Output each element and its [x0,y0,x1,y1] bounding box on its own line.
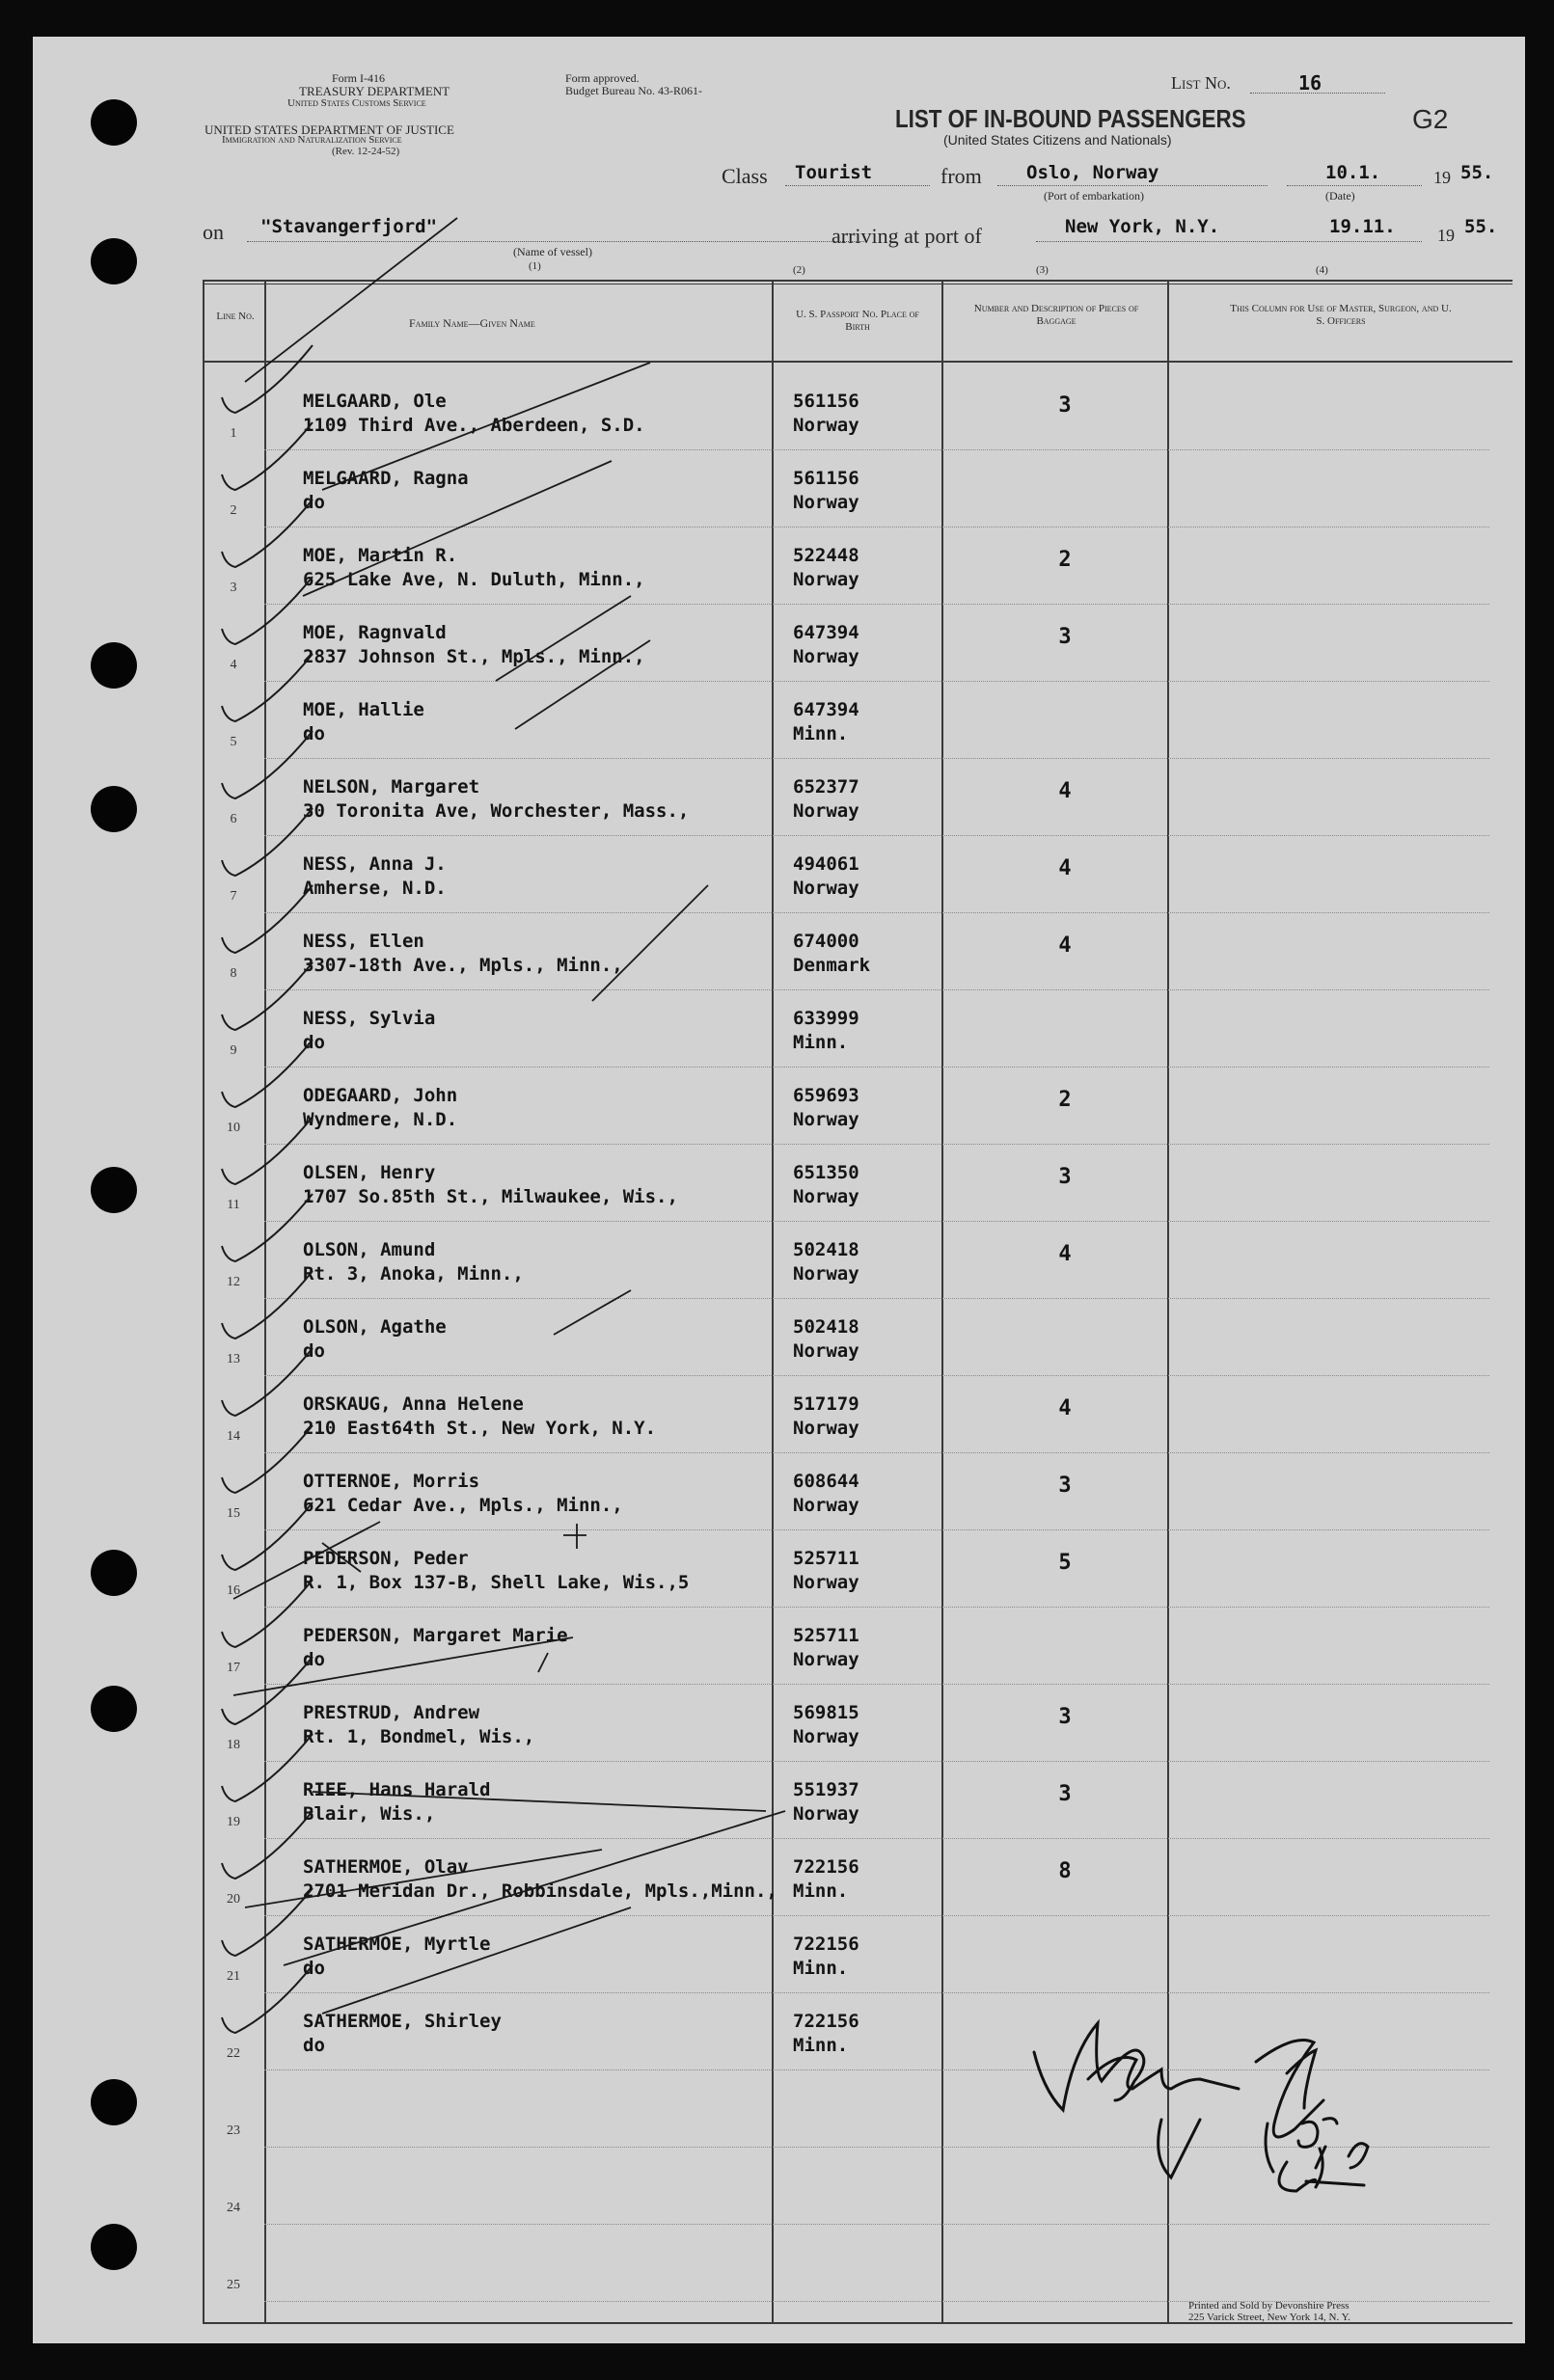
line-number: 8 [230,966,237,981]
year-to: 55. [1464,216,1498,237]
col-header-name: Family Name—Given Name [409,316,535,330]
row-rule [264,681,1489,682]
port-caption: (Port of embarkation) [1044,189,1144,203]
page-subtitle: (United States Citizens and Nationals) [943,132,1172,148]
passenger-name: ORSKAUG, Anna Helene [303,1393,524,1415]
passenger-name: SATHERMOE, Myrtle [303,1934,491,1955]
baggage-count: 8 [1058,1859,1072,1883]
passport-number: 517179 [793,1393,859,1415]
passport-number: 674000 [793,931,859,952]
passenger-address: 210 East64th St., New York, N.Y. [303,1418,657,1439]
port-embarkation: Oslo, Norway [1026,162,1159,183]
row-rule [264,1761,1489,1762]
baggage-count: 3 [1058,393,1072,418]
line-number: 15 [227,1506,240,1521]
passport-number: 659693 [793,1085,859,1106]
baggage-count: 3 [1058,1165,1072,1189]
list-no-label: List No. [1171,73,1231,93]
line-number: 18 [227,1738,240,1752]
signature-icon [1034,2023,1368,2191]
passenger-address: do [303,492,325,513]
baggage-count: 3 [1058,1474,1072,1498]
col-marker-3: (3) [1036,264,1049,276]
passenger-address: 2701 Meridan Dr., Robbinsdale, Mpls.,Minn., [303,1880,777,1902]
vessel-caption: (Name of vessel) [513,245,592,258]
passport-number: 722156 [793,2011,859,2032]
year-prefix-from: 19 [1433,168,1451,187]
passport-number: 561156 [793,391,859,412]
row-rule [264,1607,1489,1608]
hole-icon [91,2079,137,2125]
page-mark: G2 [1412,104,1449,134]
col-header-baggage: Number and Description of Pieces of Baggage [973,303,1139,327]
form-number: Form I-416 [332,71,385,85]
arrival-dots [1036,241,1422,242]
passenger-name: OLSON, Agathe [303,1316,447,1338]
arrival-port: New York, N.Y. [1065,216,1220,237]
place-of-birth: Norway [793,1803,859,1825]
passenger-name: OLSON, Amund [303,1239,436,1260]
line-number: 14 [227,1429,240,1444]
col-marker-2: (2) [793,264,805,276]
hole-icon [91,642,137,689]
col-header-officers: This Column for Use of Master, Surgeon, and U. S. Officers [1230,303,1452,327]
hole-icon [91,1550,137,1596]
line-number: 12 [227,1275,240,1289]
passenger-address: Amherse, N.D. [303,878,447,899]
row-rule [264,1992,1489,1993]
date-from: 10.1. [1325,162,1381,183]
row-rule [264,989,1489,990]
passenger-address: Wyndmere, N.D. [303,1109,458,1130]
ins-service: Immigration and Naturalization Service [222,134,402,146]
line-number: 9 [230,1043,237,1058]
line-number: 1 [230,426,237,441]
place-of-birth: Norway [793,1418,859,1439]
passenger-address: 2837 Johnson St., Mpls., Minn., [303,646,645,667]
hole-icon [91,99,137,146]
baggage-count: 5 [1058,1551,1072,1575]
passenger-address: 30 Toronita Ave, Worchester, Mass., [303,800,690,822]
col-header-line: Line No. [216,311,255,322]
row-rule [264,1452,1489,1453]
passport-number: 722156 [793,1856,859,1878]
passenger-name: MELGAARD, Ole [303,391,447,412]
baggage-count: 2 [1058,1088,1072,1112]
passenger-address: 1707 So.85th St., Milwaukee, Wis., [303,1186,678,1207]
place-of-birth: Norway [793,1649,859,1670]
hole-icon [91,238,137,284]
row-rule [264,1067,1489,1068]
passenger-address: do [303,1649,325,1670]
row-rule [264,1529,1489,1530]
row-rule [264,1375,1489,1376]
passenger-name: PEDERSON, Peder [303,1548,469,1569]
place-of-birth: Norway [793,1726,859,1747]
printer-line-2: 225 Varick Street, New York 14, N. Y. [1188,2312,1350,2323]
passenger-name: PRESTRUD, Andrew [303,1702,480,1723]
passenger-address: do [303,1340,325,1362]
line-number: 20 [227,1892,240,1907]
place-of-birth: Norway [793,646,859,667]
passenger-address: do [303,723,325,744]
passenger-name: PEDERSON, Margaret Marie [303,1625,568,1646]
passport-number: 494061 [793,853,859,875]
passport-number: 633999 [793,1008,859,1029]
justice-dept: UNITED STATES DEPARTMENT OF JUSTICE [204,122,454,137]
passport-number: 608644 [793,1471,859,1492]
line-number: 16 [227,1583,240,1598]
place-of-birth: Norway [793,800,859,822]
passport-number: 502418 [793,1239,859,1260]
on-label: on [203,220,224,244]
baggage-count: 3 [1058,1782,1072,1806]
place-of-birth: Norway [793,1109,859,1130]
passenger-address: Rt. 3, Anoka, Minn., [303,1263,524,1285]
line-number: 3 [230,581,237,595]
printer-line-1: Printed and Sold by Devonshire Press [1188,2300,1350,2312]
passport-number: 651350 [793,1162,859,1183]
passenger-name: RIEE, Hans Harald [303,1779,491,1800]
place-of-birth: Minn. [793,1958,849,1979]
from-dots [997,185,1268,186]
place-of-birth: Norway [793,1186,859,1207]
passenger-address: do [303,1958,325,1979]
passenger-name: OTTERNOE, Morris [303,1471,480,1492]
budget-bureau: Budget Bureau No. 43-R061- [565,84,702,97]
passenger-name: OLSEN, Henry [303,1162,436,1183]
hole-icon [91,2224,137,2270]
line-number: 4 [230,658,237,672]
customs-service: United States Customs Service [287,97,426,109]
passport-number: 522448 [793,545,859,566]
passenger-name: SATHERMOE, Olav [303,1856,469,1878]
row-rule [264,2069,1489,2070]
year-from: 55. [1460,162,1494,183]
class-dots [785,185,930,186]
passenger-address: 625 Lake Ave, N. Duluth, Minn., [303,569,645,590]
line-number: 22 [227,2046,240,2061]
col-marker-4: (4) [1316,264,1328,276]
passenger-name: NESS, Anna J. [303,853,447,875]
page-title: LIST OF IN-BOUND PASSENGERS [895,104,1246,133]
row-rule [264,1221,1489,1222]
col-marker-1: (1) [529,260,541,272]
passport-number: 647394 [793,699,859,720]
checkmark-icons [222,345,313,2033]
hole-icon [91,786,137,832]
place-of-birth: Minn. [793,723,849,744]
passport-number: 561156 [793,468,859,489]
line-number: 13 [227,1352,240,1366]
row-rule [264,604,1489,605]
passenger-name: MELGAARD, Ragna [303,468,469,489]
passport-number: 551937 [793,1779,859,1800]
passenger-address: 1109 Third Ave., Aberdeen, S.D. [303,415,645,436]
line-number: 23 [227,2123,240,2138]
place-of-birth: Denmark [793,955,871,976]
passport-number: 647394 [793,622,859,643]
row-rule [264,1298,1489,1299]
line-number: 2 [230,503,237,518]
line-number: 6 [230,812,237,826]
passenger-name: SATHERMOE, Shirley [303,2011,502,2032]
passenger-name: MOE, Martin R. [303,545,458,566]
place-of-birth: Minn. [793,1880,849,1902]
passenger-name: ODEGAARD, John [303,1085,458,1106]
passport-number: 525711 [793,1625,859,1646]
baggage-count: 2 [1058,548,1072,572]
row-rule [264,912,1489,913]
baggage-count: 4 [1058,856,1072,880]
line-number: 11 [227,1198,240,1212]
baggage-count: 4 [1058,1396,1072,1420]
ink-overlay [33,37,1525,2343]
class-label: Class [722,164,768,188]
baggage-count: 4 [1058,779,1072,803]
passenger-name: NESS, Ellen [303,931,424,952]
passenger-address: Rt. 1, Bondmel, Wis., [303,1726,535,1747]
col-header-passport: U. S. Passport No. Place of Birth [796,309,919,333]
passport-number: 525711 [793,1548,859,1569]
class-value: Tourist [795,162,873,183]
form-approved: Form approved. [565,71,640,85]
line-number: 21 [227,1969,240,1984]
passenger-name: NESS, Sylvia [303,1008,436,1029]
row-rule [264,835,1489,836]
row-rule [264,1838,1489,1839]
passenger-address: do [303,1032,325,1053]
list-no: 16 [1298,71,1322,95]
treasury-dept: TREASURY DEPARTMENT [299,84,450,98]
passenger-address: do [303,2035,325,2056]
line-number: 5 [230,735,237,749]
passenger-name: MOE, Hallie [303,699,424,720]
passenger-address: Blair, Wis., [303,1803,436,1825]
baggage-count: 3 [1058,625,1072,649]
baggage-count: 4 [1058,1242,1072,1266]
passenger-address: 621 Cedar Ave., Mpls., Minn., [303,1495,623,1516]
passenger-address: R. 1, Box 137-B, Shell Lake, Wis.,5 [303,1572,690,1593]
line-number: 10 [227,1121,240,1135]
passport-number: 569815 [793,1702,859,1723]
place-of-birth: Norway [793,415,859,436]
passport-number: 722156 [793,1934,859,1955]
line-number: 19 [227,1815,240,1829]
line-number: 24 [227,2201,240,2215]
passenger-manifest-page [33,37,1525,2343]
row-rule [264,449,1489,450]
place-of-birth: Norway [793,492,859,513]
line-number: 25 [227,2278,240,2292]
vessel-name: "Stavangerfjord" [260,216,438,237]
from-label: from [941,164,982,188]
line-number: 17 [227,1661,240,1675]
row-rule [264,1144,1489,1145]
row-rule [264,758,1489,759]
place-of-birth: Norway [793,878,859,899]
date-from-dots [1287,185,1422,186]
place-of-birth: Norway [793,1572,859,1593]
place-of-birth: Minn. [793,2035,849,2056]
passenger-name: MOE, Ragnvald [303,622,447,643]
line-number: 7 [230,889,237,904]
year-prefix-to: 19 [1437,226,1455,245]
row-rule [264,1684,1489,1685]
place-of-birth: Minn. [793,1032,849,1053]
row-rule [264,2147,1489,2148]
row-rule [264,1915,1489,1916]
hole-icon [91,1167,137,1213]
place-of-birth: Norway [793,569,859,590]
date-to: 19.11. [1329,216,1396,237]
date-caption: (Date) [1325,189,1355,203]
passport-number: 502418 [793,1316,859,1338]
place-of-birth: Norway [793,1263,859,1285]
row-rule [264,2224,1489,2225]
hole-icon [91,1686,137,1732]
checkmark-icon [222,345,313,413]
arriving-label: arriving at port of [832,224,982,248]
revision: (Rev. 12-24-52) [332,146,400,157]
place-of-birth: Norway [793,1495,859,1516]
passenger-address: 3307-18th Ave., Mpls., Minn., [303,955,623,976]
baggage-count: 4 [1058,933,1072,958]
baggage-count: 3 [1058,1705,1072,1729]
passport-number: 652377 [793,776,859,798]
vessel-dots [247,241,864,242]
place-of-birth: Norway [793,1340,859,1362]
passenger-name: NELSON, Margaret [303,776,480,798]
